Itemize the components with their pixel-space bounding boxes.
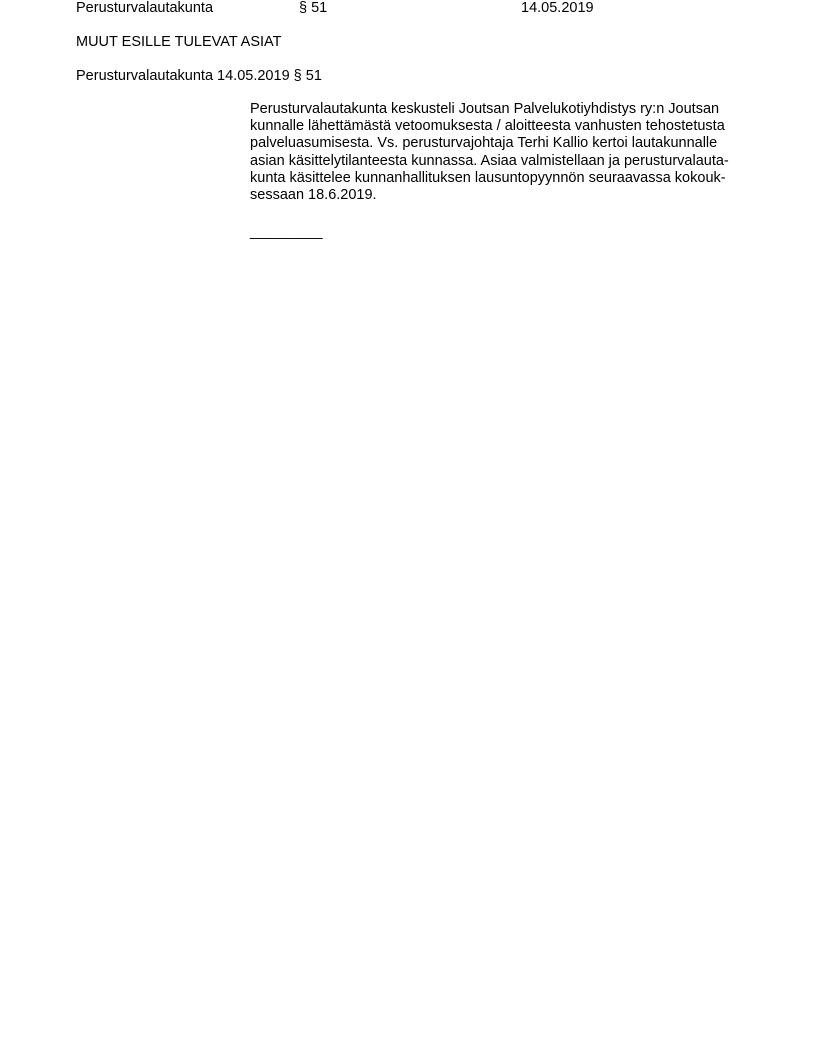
header-date: 14.05.2019 xyxy=(521,0,594,16)
body-line: asian käsittelytilanteesta kunnassa. Asiaa valmistellaan ja perusturvalauta- xyxy=(250,152,729,169)
body-line: sessaan 18.6.2019. xyxy=(250,187,377,204)
body-line: kunnalle lähettämästä vetoomuksesta / aloitteesta vanhusten tehostetusta xyxy=(250,118,725,135)
section-title: MUUT ESILLE TULEVAT ASIAT xyxy=(76,34,282,50)
signature-line: _________ xyxy=(250,224,323,240)
body-line: kunta käsittelee kunnanhallituksen lausuntopyynnön seuraavassa kokouk- xyxy=(250,169,726,186)
body-paragraph xyxy=(250,101,750,204)
header-section: § 51 xyxy=(299,0,328,16)
header-organ: Perusturvalautakunta xyxy=(76,0,214,16)
meeting-reference: Perusturvalautakunta 14.05.2019 § 51 xyxy=(76,68,322,84)
body-line: palveluasumisesta. Vs. perusturvajohtaja Terhi Kallio kertoi lautakunnalle xyxy=(250,135,718,152)
body-line: Perusturvalautakunta keskusteli Joutsan Palvelukotiyhdistys ry:n Joutsan xyxy=(250,101,720,117)
